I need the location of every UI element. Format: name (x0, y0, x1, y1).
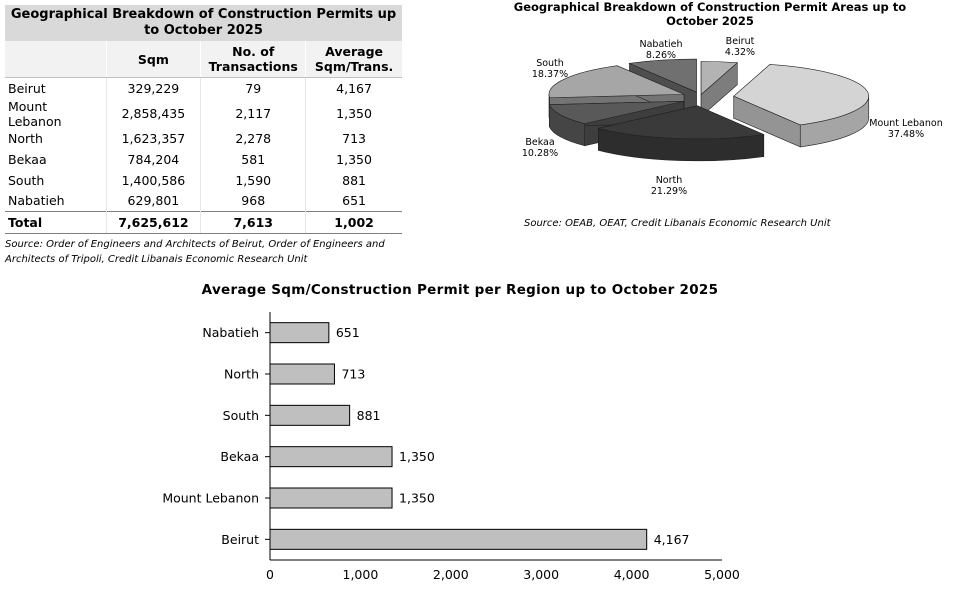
sqm-cell: 784,204 (106, 149, 201, 170)
x-tick-label: 5,000 (704, 567, 740, 582)
pie-value-label: 18.37% (531, 69, 569, 80)
pie-label: North (655, 175, 683, 186)
x-tick-label: 3,000 (523, 567, 560, 582)
pie-value-label: 10.28% (521, 148, 559, 159)
average-cell: 881 (306, 170, 402, 191)
region-cell: South (8, 172, 45, 188)
pie-value-label: 4.32% (724, 47, 756, 58)
total-sqm: 7,625,612 (106, 211, 201, 233)
average-cell: 4,167 (306, 78, 402, 99)
sqm-cell: 1,623,357 (106, 129, 201, 150)
bar-south (270, 405, 350, 425)
pie-chart-title: Geographical Breakdown of Construction Permit Areas up to October 2025 (513, 0, 907, 28)
transactions-cell: 2,117 (201, 99, 306, 129)
transactions-cell: 968 (201, 190, 306, 211)
pie-label: Nabatieh (639, 39, 683, 50)
bar-north (270, 364, 334, 384)
bar-chart (0, 270, 966, 593)
header-transactions: No. of Transactions (201, 41, 306, 78)
total-average: 1,002 (306, 211, 402, 233)
header-average: Average Sqm/Trans. (306, 41, 402, 78)
data-label: 4,167 (653, 531, 690, 547)
transactions-cell: 581 (201, 149, 306, 170)
bar-bekaa (270, 447, 392, 467)
sqm-cell: 1,400,586 (106, 170, 201, 191)
transactions-cell: 79 (201, 78, 306, 99)
bar-chart-title: Average Sqm/Construction Permit per Region up to October 2025 (201, 282, 719, 298)
pie-label: Bekaa (525, 137, 555, 148)
pie-label: South (536, 58, 564, 69)
bar-beirut (270, 529, 647, 549)
header-sqm: Sqm (106, 41, 201, 78)
pie-slice-beirut (701, 62, 737, 117)
region-cell: Mount Lebanon (8, 98, 62, 129)
average-cell: 1,350 (306, 149, 402, 170)
x-tick-label: 4,000 (613, 567, 650, 582)
pie-label: Mount Lebanon (869, 118, 943, 129)
pie-value-label: 37.48% (887, 129, 925, 140)
region-cell: Bekaa (8, 151, 47, 167)
sqm-cell: 2,858,435 (106, 99, 201, 129)
category-label: Bekaa (220, 449, 259, 465)
pie-chart (0, 0, 966, 270)
bar-mount-lebanon (270, 488, 392, 508)
data-label: 1,350 (399, 449, 435, 465)
pie-chart-source: Source: OEAB, OEAT, Credit Libanais Economic Research Unit (524, 218, 831, 229)
table-title: Geographical Breakdown of Construction Permits up to October 2025 (5, 5, 402, 41)
total-transactions: 7,613 (201, 211, 306, 233)
pie-label: Beirut (725, 36, 755, 47)
region-cell: Nabatieh (8, 193, 65, 209)
x-tick-label: 2,000 (432, 567, 469, 582)
data-label: 651 (335, 325, 360, 341)
total-label: Total (5, 211, 106, 233)
data-label: 1,350 (399, 490, 435, 506)
x-tick-label: 1,000 (342, 567, 379, 582)
pie-value-label: 8.26% (645, 50, 677, 61)
category-label: Beirut (221, 531, 259, 547)
bar-nabatieh (270, 323, 329, 343)
average-cell: 713 (306, 129, 402, 150)
category-label: South (222, 407, 259, 423)
category-label: Nabatieh (202, 325, 259, 341)
data-label: 881 (356, 407, 381, 423)
average-cell: 651 (306, 190, 402, 211)
transactions-cell: 2,278 (201, 129, 306, 150)
table-source: Source: Order of Engineers and Architects of Beirut, Order of Engineers and Architects of Tripoli, Credit Libanais Economic Research Unit (5, 238, 385, 265)
region-cell: North (8, 131, 43, 147)
sqm-cell: 629,801 (106, 190, 201, 211)
sqm-cell: 329,229 (106, 78, 201, 99)
average-cell: 1,350 (306, 99, 402, 129)
x-tick-label: 0 (266, 567, 274, 582)
category-label: North (224, 366, 259, 382)
category-label: Mount Lebanon (162, 490, 259, 506)
data-label: 713 (341, 366, 366, 382)
transactions-cell: 1,590 (201, 170, 306, 191)
region-cell: Beirut (8, 80, 46, 96)
pie-value-label: 21.29% (650, 186, 688, 197)
